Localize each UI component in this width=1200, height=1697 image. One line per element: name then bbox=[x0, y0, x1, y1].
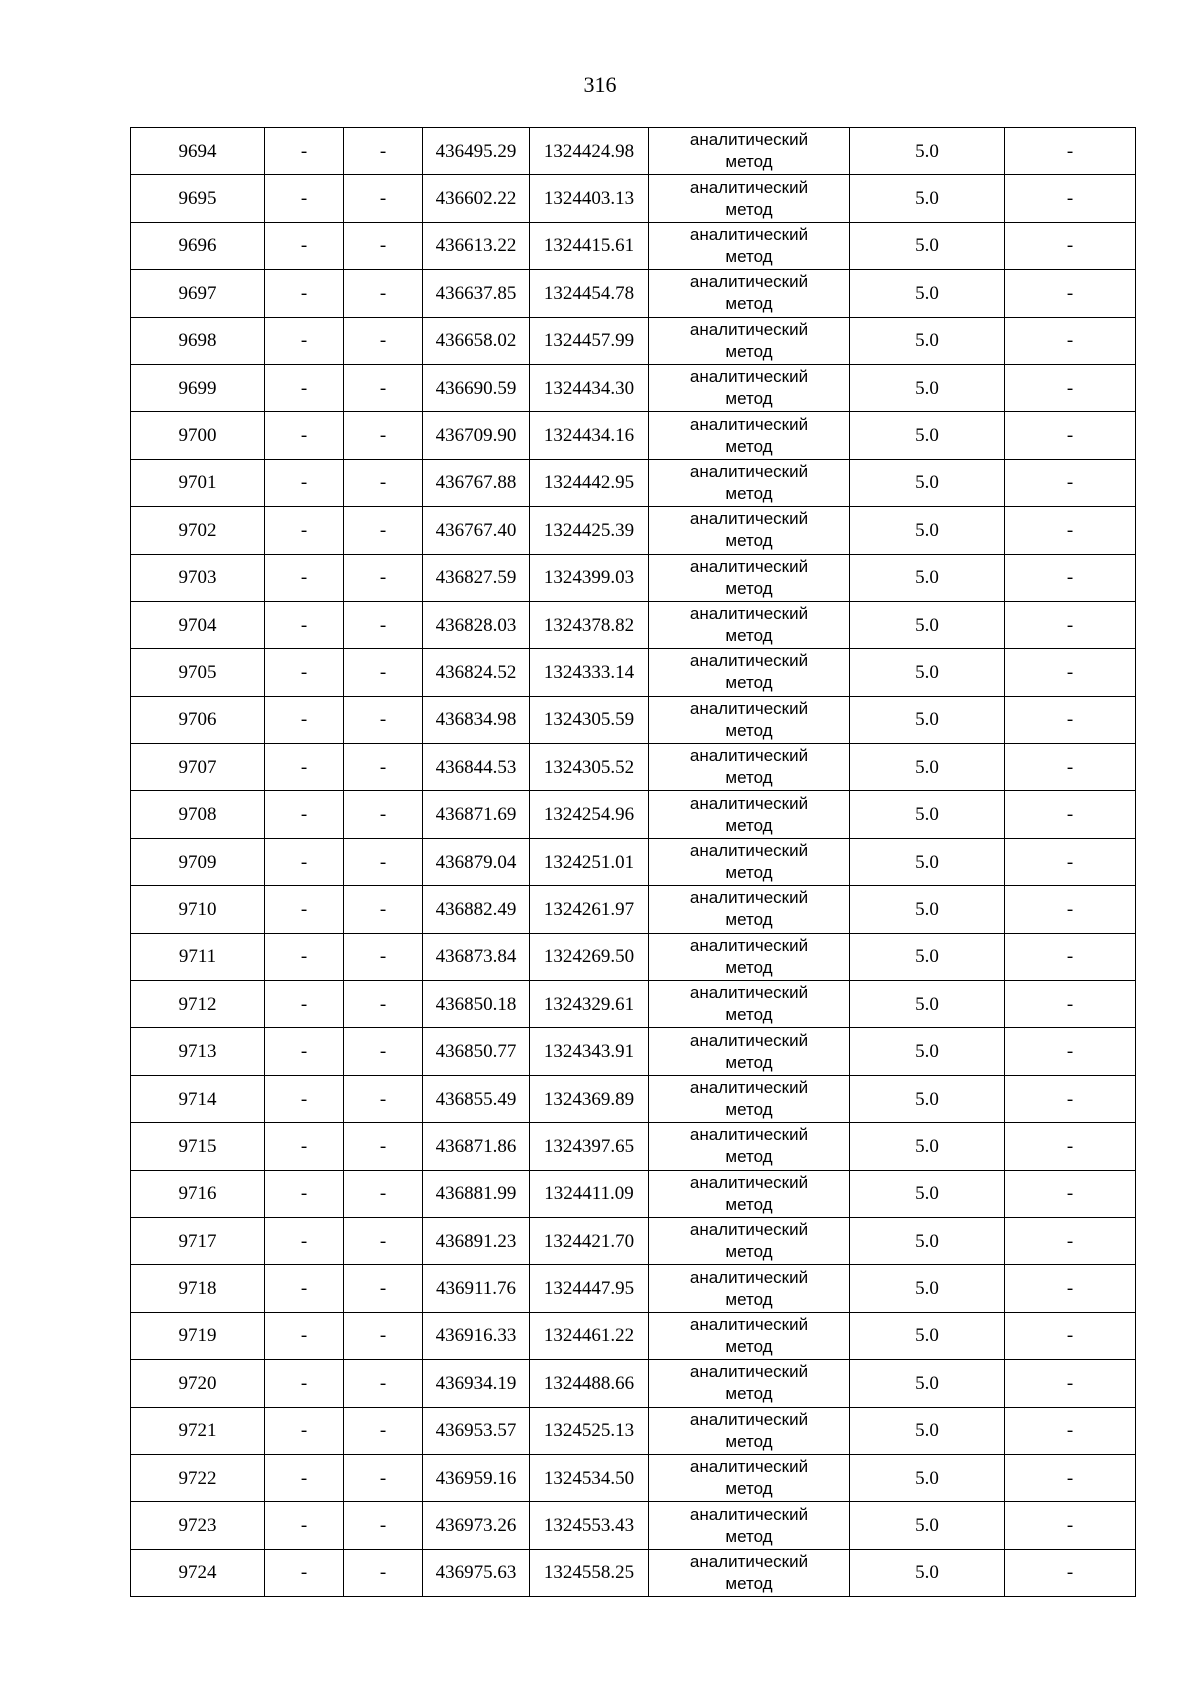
accuracy-cell: 5.0 bbox=[850, 601, 1005, 648]
x-coordinate-cell: 436844.53 bbox=[423, 744, 530, 791]
point-number-cell: 9706 bbox=[131, 696, 265, 743]
empty-cell-1: - bbox=[265, 1123, 344, 1170]
x-coordinate-cell: 436975.63 bbox=[423, 1549, 530, 1596]
description-cell: - bbox=[1005, 1454, 1136, 1501]
empty-cell-2: - bbox=[344, 933, 423, 980]
point-number-cell: 9702 bbox=[131, 507, 265, 554]
method-cell: аналитический метод bbox=[649, 364, 850, 411]
accuracy-cell: 5.0 bbox=[850, 507, 1005, 554]
empty-cell-1: - bbox=[265, 1170, 344, 1217]
point-number-cell: 9720 bbox=[131, 1360, 265, 1407]
empty-cell-2: - bbox=[344, 838, 423, 885]
point-number-cell: 9714 bbox=[131, 1075, 265, 1122]
accuracy-cell: 5.0 bbox=[850, 270, 1005, 317]
method-cell: аналитический метод bbox=[649, 1265, 850, 1312]
y-coordinate-cell: 1324457.99 bbox=[530, 317, 649, 364]
empty-cell-2: - bbox=[344, 554, 423, 601]
description-cell: - bbox=[1005, 886, 1136, 933]
y-coordinate-cell: 1324415.61 bbox=[530, 222, 649, 269]
method-cell: аналитический метод bbox=[649, 554, 850, 601]
description-cell: - bbox=[1005, 1028, 1136, 1075]
method-cell: аналитический метод bbox=[649, 1075, 850, 1122]
point-number-cell: 9697 bbox=[131, 270, 265, 317]
x-coordinate-cell: 436834.98 bbox=[423, 696, 530, 743]
method-cell: аналитический метод bbox=[649, 744, 850, 791]
method-cell: аналитический метод bbox=[649, 1312, 850, 1359]
empty-cell-1: - bbox=[265, 791, 344, 838]
x-coordinate-cell: 436709.90 bbox=[423, 412, 530, 459]
empty-cell-1: - bbox=[265, 744, 344, 791]
accuracy-cell: 5.0 bbox=[850, 981, 1005, 1028]
method-cell: аналитический метод bbox=[649, 1502, 850, 1549]
point-number-cell: 9716 bbox=[131, 1170, 265, 1217]
description-cell: - bbox=[1005, 1123, 1136, 1170]
empty-cell-1: - bbox=[265, 128, 344, 175]
x-coordinate-cell: 436911.76 bbox=[423, 1265, 530, 1312]
y-coordinate-cell: 1324525.13 bbox=[530, 1407, 649, 1454]
accuracy-cell: 5.0 bbox=[850, 933, 1005, 980]
table-row bbox=[131, 838, 1136, 885]
point-number-cell: 9722 bbox=[131, 1454, 265, 1501]
empty-cell-2: - bbox=[344, 649, 423, 696]
x-coordinate-cell: 436855.49 bbox=[423, 1075, 530, 1122]
description-cell: - bbox=[1005, 128, 1136, 175]
y-coordinate-cell: 1324461.22 bbox=[530, 1312, 649, 1359]
point-number-cell: 9715 bbox=[131, 1123, 265, 1170]
description-cell: - bbox=[1005, 1407, 1136, 1454]
empty-cell-1: - bbox=[265, 317, 344, 364]
accuracy-cell: 5.0 bbox=[850, 412, 1005, 459]
point-number-cell: 9724 bbox=[131, 1549, 265, 1596]
description-cell: - bbox=[1005, 507, 1136, 554]
accuracy-cell: 5.0 bbox=[850, 1170, 1005, 1217]
y-coordinate-cell: 1324329.61 bbox=[530, 981, 649, 1028]
table-row bbox=[131, 886, 1136, 933]
method-cell: аналитический метод bbox=[649, 1123, 850, 1170]
y-coordinate-cell: 1324399.03 bbox=[530, 554, 649, 601]
y-coordinate-cell: 1324343.91 bbox=[530, 1028, 649, 1075]
description-cell: - bbox=[1005, 649, 1136, 696]
x-coordinate-cell: 436824.52 bbox=[423, 649, 530, 696]
empty-cell-2: - bbox=[344, 601, 423, 648]
table-row bbox=[131, 222, 1136, 269]
table-row bbox=[131, 1170, 1136, 1217]
table-row bbox=[131, 459, 1136, 506]
point-number-cell: 9698 bbox=[131, 317, 265, 364]
accuracy-cell: 5.0 bbox=[850, 1123, 1005, 1170]
point-number-cell: 9696 bbox=[131, 222, 265, 269]
table-row bbox=[131, 1123, 1136, 1170]
accuracy-cell: 5.0 bbox=[850, 1502, 1005, 1549]
empty-cell-1: - bbox=[265, 1312, 344, 1359]
empty-cell-2: - bbox=[344, 1312, 423, 1359]
x-coordinate-cell: 436637.85 bbox=[423, 270, 530, 317]
x-coordinate-cell: 436882.49 bbox=[423, 886, 530, 933]
empty-cell-1: - bbox=[265, 649, 344, 696]
x-coordinate-cell: 436871.86 bbox=[423, 1123, 530, 1170]
x-coordinate-cell: 436828.03 bbox=[423, 601, 530, 648]
empty-cell-2: - bbox=[344, 1454, 423, 1501]
point-number-cell: 9704 bbox=[131, 601, 265, 648]
method-cell: аналитический метод bbox=[649, 649, 850, 696]
empty-cell-2: - bbox=[344, 1075, 423, 1122]
description-cell: - bbox=[1005, 1360, 1136, 1407]
point-number-cell: 9719 bbox=[131, 1312, 265, 1359]
method-cell: аналитический метод bbox=[649, 886, 850, 933]
description-cell: - bbox=[1005, 412, 1136, 459]
empty-cell-1: - bbox=[265, 933, 344, 980]
empty-cell-2: - bbox=[344, 1360, 423, 1407]
point-number-cell: 9700 bbox=[131, 412, 265, 459]
description-cell: - bbox=[1005, 1502, 1136, 1549]
table-row bbox=[131, 601, 1136, 648]
description-cell: - bbox=[1005, 981, 1136, 1028]
x-coordinate-cell: 436602.22 bbox=[423, 175, 530, 222]
accuracy-cell: 5.0 bbox=[850, 886, 1005, 933]
y-coordinate-cell: 1324305.52 bbox=[530, 744, 649, 791]
point-number-cell: 9708 bbox=[131, 791, 265, 838]
description-cell: - bbox=[1005, 838, 1136, 885]
empty-cell-2: - bbox=[344, 1217, 423, 1264]
y-coordinate-cell: 1324434.30 bbox=[530, 364, 649, 411]
point-number-cell: 9718 bbox=[131, 1265, 265, 1312]
point-number-cell: 9707 bbox=[131, 744, 265, 791]
table-row bbox=[131, 270, 1136, 317]
accuracy-cell: 5.0 bbox=[850, 649, 1005, 696]
y-coordinate-cell: 1324305.59 bbox=[530, 696, 649, 743]
x-coordinate-cell: 436495.29 bbox=[423, 128, 530, 175]
table-row bbox=[131, 1502, 1136, 1549]
method-cell: аналитический метод bbox=[649, 1407, 850, 1454]
description-cell: - bbox=[1005, 364, 1136, 411]
y-coordinate-cell: 1324442.95 bbox=[530, 459, 649, 506]
accuracy-cell: 5.0 bbox=[850, 128, 1005, 175]
point-number-cell: 9705 bbox=[131, 649, 265, 696]
table-row bbox=[131, 1549, 1136, 1596]
method-cell: аналитический метод bbox=[649, 412, 850, 459]
x-coordinate-cell: 436658.02 bbox=[423, 317, 530, 364]
method-cell: аналитический метод bbox=[649, 1028, 850, 1075]
empty-cell-1: - bbox=[265, 1265, 344, 1312]
description-cell: - bbox=[1005, 791, 1136, 838]
accuracy-cell: 5.0 bbox=[850, 1454, 1005, 1501]
point-number-cell: 9694 bbox=[131, 128, 265, 175]
table-row bbox=[131, 1360, 1136, 1407]
method-cell: аналитический метод bbox=[649, 696, 850, 743]
empty-cell-1: - bbox=[265, 507, 344, 554]
empty-cell-2: - bbox=[344, 696, 423, 743]
x-coordinate-cell: 436959.16 bbox=[423, 1454, 530, 1501]
empty-cell-1: - bbox=[265, 554, 344, 601]
empty-cell-1: - bbox=[265, 1217, 344, 1264]
y-coordinate-cell: 1324333.14 bbox=[530, 649, 649, 696]
empty-cell-1: - bbox=[265, 886, 344, 933]
y-coordinate-cell: 1324447.95 bbox=[530, 1265, 649, 1312]
table-row bbox=[131, 554, 1136, 601]
method-cell: аналитический метод bbox=[649, 270, 850, 317]
description-cell: - bbox=[1005, 459, 1136, 506]
x-coordinate-cell: 436916.33 bbox=[423, 1312, 530, 1359]
description-cell: - bbox=[1005, 696, 1136, 743]
accuracy-cell: 5.0 bbox=[850, 222, 1005, 269]
table-row bbox=[131, 364, 1136, 411]
empty-cell-2: - bbox=[344, 981, 423, 1028]
method-cell: аналитический метод bbox=[649, 507, 850, 554]
accuracy-cell: 5.0 bbox=[850, 1360, 1005, 1407]
empty-cell-1: - bbox=[265, 981, 344, 1028]
table-row bbox=[131, 1075, 1136, 1122]
method-cell: аналитический метод bbox=[649, 933, 850, 980]
empty-cell-2: - bbox=[344, 1123, 423, 1170]
empty-cell-2: - bbox=[344, 744, 423, 791]
empty-cell-2: - bbox=[344, 270, 423, 317]
point-number-cell: 9703 bbox=[131, 554, 265, 601]
accuracy-cell: 5.0 bbox=[850, 459, 1005, 506]
description-cell: - bbox=[1005, 1265, 1136, 1312]
accuracy-cell: 5.0 bbox=[850, 364, 1005, 411]
point-number-cell: 9695 bbox=[131, 175, 265, 222]
point-number-cell: 9712 bbox=[131, 981, 265, 1028]
method-cell: аналитический метод bbox=[649, 601, 850, 648]
y-coordinate-cell: 1324558.25 bbox=[530, 1549, 649, 1596]
empty-cell-2: - bbox=[344, 128, 423, 175]
table-row bbox=[131, 791, 1136, 838]
method-cell: аналитический метод bbox=[649, 791, 850, 838]
method-cell: аналитический метод bbox=[649, 1549, 850, 1596]
accuracy-cell: 5.0 bbox=[850, 175, 1005, 222]
empty-cell-2: - bbox=[344, 1265, 423, 1312]
y-coordinate-cell: 1324254.96 bbox=[530, 791, 649, 838]
description-cell: - bbox=[1005, 1075, 1136, 1122]
x-coordinate-cell: 436767.40 bbox=[423, 507, 530, 554]
empty-cell-2: - bbox=[344, 175, 423, 222]
accuracy-cell: 5.0 bbox=[850, 317, 1005, 364]
accuracy-cell: 5.0 bbox=[850, 744, 1005, 791]
empty-cell-2: - bbox=[344, 222, 423, 269]
table-row bbox=[131, 1265, 1136, 1312]
empty-cell-2: - bbox=[344, 1549, 423, 1596]
empty-cell-1: - bbox=[265, 696, 344, 743]
empty-cell-1: - bbox=[265, 1360, 344, 1407]
empty-cell-1: - bbox=[265, 1028, 344, 1075]
x-coordinate-cell: 436690.59 bbox=[423, 364, 530, 411]
y-coordinate-cell: 1324261.97 bbox=[530, 886, 649, 933]
x-coordinate-cell: 436973.26 bbox=[423, 1502, 530, 1549]
x-coordinate-cell: 436767.88 bbox=[423, 459, 530, 506]
table-body bbox=[131, 128, 1136, 1597]
accuracy-cell: 5.0 bbox=[850, 1265, 1005, 1312]
empty-cell-2: - bbox=[344, 507, 423, 554]
page-number: 316 bbox=[583, 72, 617, 97]
y-coordinate-cell: 1324411.09 bbox=[530, 1170, 649, 1217]
accuracy-cell: 5.0 bbox=[850, 554, 1005, 601]
method-cell: аналитический метод bbox=[649, 1360, 850, 1407]
empty-cell-1: - bbox=[265, 175, 344, 222]
table-row bbox=[131, 507, 1136, 554]
table-row bbox=[131, 1217, 1136, 1264]
empty-cell-1: - bbox=[265, 1549, 344, 1596]
x-coordinate-cell: 436850.18 bbox=[423, 981, 530, 1028]
empty-cell-2: - bbox=[344, 1170, 423, 1217]
method-cell: аналитический метод bbox=[649, 1217, 850, 1264]
x-coordinate-cell: 436827.59 bbox=[423, 554, 530, 601]
x-coordinate-cell: 436613.22 bbox=[423, 222, 530, 269]
description-cell: - bbox=[1005, 1170, 1136, 1217]
empty-cell-1: - bbox=[265, 1502, 344, 1549]
y-coordinate-cell: 1324397.65 bbox=[530, 1123, 649, 1170]
y-coordinate-cell: 1324378.82 bbox=[530, 601, 649, 648]
accuracy-cell: 5.0 bbox=[850, 1217, 1005, 1264]
y-coordinate-cell: 1324534.50 bbox=[530, 1454, 649, 1501]
y-coordinate-cell: 1324424.98 bbox=[530, 128, 649, 175]
method-cell: аналитический метод bbox=[649, 1454, 850, 1501]
x-coordinate-cell: 436873.84 bbox=[423, 933, 530, 980]
empty-cell-2: - bbox=[344, 886, 423, 933]
y-coordinate-cell: 1324454.78 bbox=[530, 270, 649, 317]
description-cell: - bbox=[1005, 175, 1136, 222]
x-coordinate-cell: 436891.23 bbox=[423, 1217, 530, 1264]
table-row bbox=[131, 128, 1136, 175]
point-number-cell: 9721 bbox=[131, 1407, 265, 1454]
method-cell: аналитический метод bbox=[649, 838, 850, 885]
empty-cell-1: - bbox=[265, 1454, 344, 1501]
y-coordinate-cell: 1324553.43 bbox=[530, 1502, 649, 1549]
empty-cell-1: - bbox=[265, 838, 344, 885]
table-row bbox=[131, 744, 1136, 791]
accuracy-cell: 5.0 bbox=[850, 1549, 1005, 1596]
x-coordinate-cell: 436881.99 bbox=[423, 1170, 530, 1217]
accuracy-cell: 5.0 bbox=[850, 838, 1005, 885]
y-coordinate-cell: 1324434.16 bbox=[530, 412, 649, 459]
description-cell: - bbox=[1005, 222, 1136, 269]
empty-cell-1: - bbox=[265, 222, 344, 269]
y-coordinate-cell: 1324421.70 bbox=[530, 1217, 649, 1264]
description-cell: - bbox=[1005, 317, 1136, 364]
description-cell: - bbox=[1005, 933, 1136, 980]
description-cell: - bbox=[1005, 601, 1136, 648]
accuracy-cell: 5.0 bbox=[850, 1312, 1005, 1359]
description-cell: - bbox=[1005, 744, 1136, 791]
table-row bbox=[131, 981, 1136, 1028]
y-coordinate-cell: 1324403.13 bbox=[530, 175, 649, 222]
description-cell: - bbox=[1005, 1312, 1136, 1359]
empty-cell-1: - bbox=[265, 1075, 344, 1122]
y-coordinate-cell: 1324369.89 bbox=[530, 1075, 649, 1122]
x-coordinate-cell: 436953.57 bbox=[423, 1407, 530, 1454]
table-row bbox=[131, 1454, 1136, 1501]
empty-cell-1: - bbox=[265, 601, 344, 648]
method-cell: аналитический метод bbox=[649, 1170, 850, 1217]
coordinates-table bbox=[130, 127, 1136, 1597]
accuracy-cell: 5.0 bbox=[850, 1407, 1005, 1454]
method-cell: аналитический метод bbox=[649, 222, 850, 269]
table-row bbox=[131, 1312, 1136, 1359]
table-row bbox=[131, 317, 1136, 364]
accuracy-cell: 5.0 bbox=[850, 1075, 1005, 1122]
y-coordinate-cell: 1324488.66 bbox=[530, 1360, 649, 1407]
y-coordinate-cell: 1324425.39 bbox=[530, 507, 649, 554]
empty-cell-2: - bbox=[344, 412, 423, 459]
x-coordinate-cell: 436934.19 bbox=[423, 1360, 530, 1407]
empty-cell-2: - bbox=[344, 1407, 423, 1454]
empty-cell-2: - bbox=[344, 1502, 423, 1549]
x-coordinate-cell: 436871.69 bbox=[423, 791, 530, 838]
method-cell: аналитический метод bbox=[649, 317, 850, 364]
point-number-cell: 9710 bbox=[131, 886, 265, 933]
point-number-cell: 9723 bbox=[131, 1502, 265, 1549]
y-coordinate-cell: 1324251.01 bbox=[530, 838, 649, 885]
empty-cell-1: - bbox=[265, 412, 344, 459]
empty-cell-1: - bbox=[265, 459, 344, 506]
description-cell: - bbox=[1005, 270, 1136, 317]
table-row bbox=[131, 933, 1136, 980]
empty-cell-2: - bbox=[344, 317, 423, 364]
empty-cell-1: - bbox=[265, 270, 344, 317]
point-number-cell: 9717 bbox=[131, 1217, 265, 1264]
table-row bbox=[131, 1028, 1136, 1075]
table-row bbox=[131, 1407, 1136, 1454]
table-row bbox=[131, 175, 1136, 222]
x-coordinate-cell: 436850.77 bbox=[423, 1028, 530, 1075]
method-cell: аналитический метод bbox=[649, 459, 850, 506]
point-number-cell: 9709 bbox=[131, 838, 265, 885]
description-cell: - bbox=[1005, 1549, 1136, 1596]
empty-cell-1: - bbox=[265, 1407, 344, 1454]
empty-cell-2: - bbox=[344, 791, 423, 838]
point-number-cell: 9711 bbox=[131, 933, 265, 980]
empty-cell-2: - bbox=[344, 1028, 423, 1075]
table-row bbox=[131, 649, 1136, 696]
table-row bbox=[131, 696, 1136, 743]
empty-cell-2: - bbox=[344, 459, 423, 506]
point-number-cell: 9701 bbox=[131, 459, 265, 506]
y-coordinate-cell: 1324269.50 bbox=[530, 933, 649, 980]
accuracy-cell: 5.0 bbox=[850, 696, 1005, 743]
x-coordinate-cell: 436879.04 bbox=[423, 838, 530, 885]
description-cell: - bbox=[1005, 554, 1136, 601]
method-cell: аналитический метод bbox=[649, 128, 850, 175]
accuracy-cell: 5.0 bbox=[850, 791, 1005, 838]
point-number-cell: 9699 bbox=[131, 364, 265, 411]
empty-cell-2: - bbox=[344, 364, 423, 411]
empty-cell-1: - bbox=[265, 364, 344, 411]
method-cell: аналитический метод bbox=[649, 175, 850, 222]
method-cell: аналитический метод bbox=[649, 981, 850, 1028]
accuracy-cell: 5.0 bbox=[850, 1028, 1005, 1075]
description-cell: - bbox=[1005, 1217, 1136, 1264]
table-row bbox=[131, 412, 1136, 459]
point-number-cell: 9713 bbox=[131, 1028, 265, 1075]
